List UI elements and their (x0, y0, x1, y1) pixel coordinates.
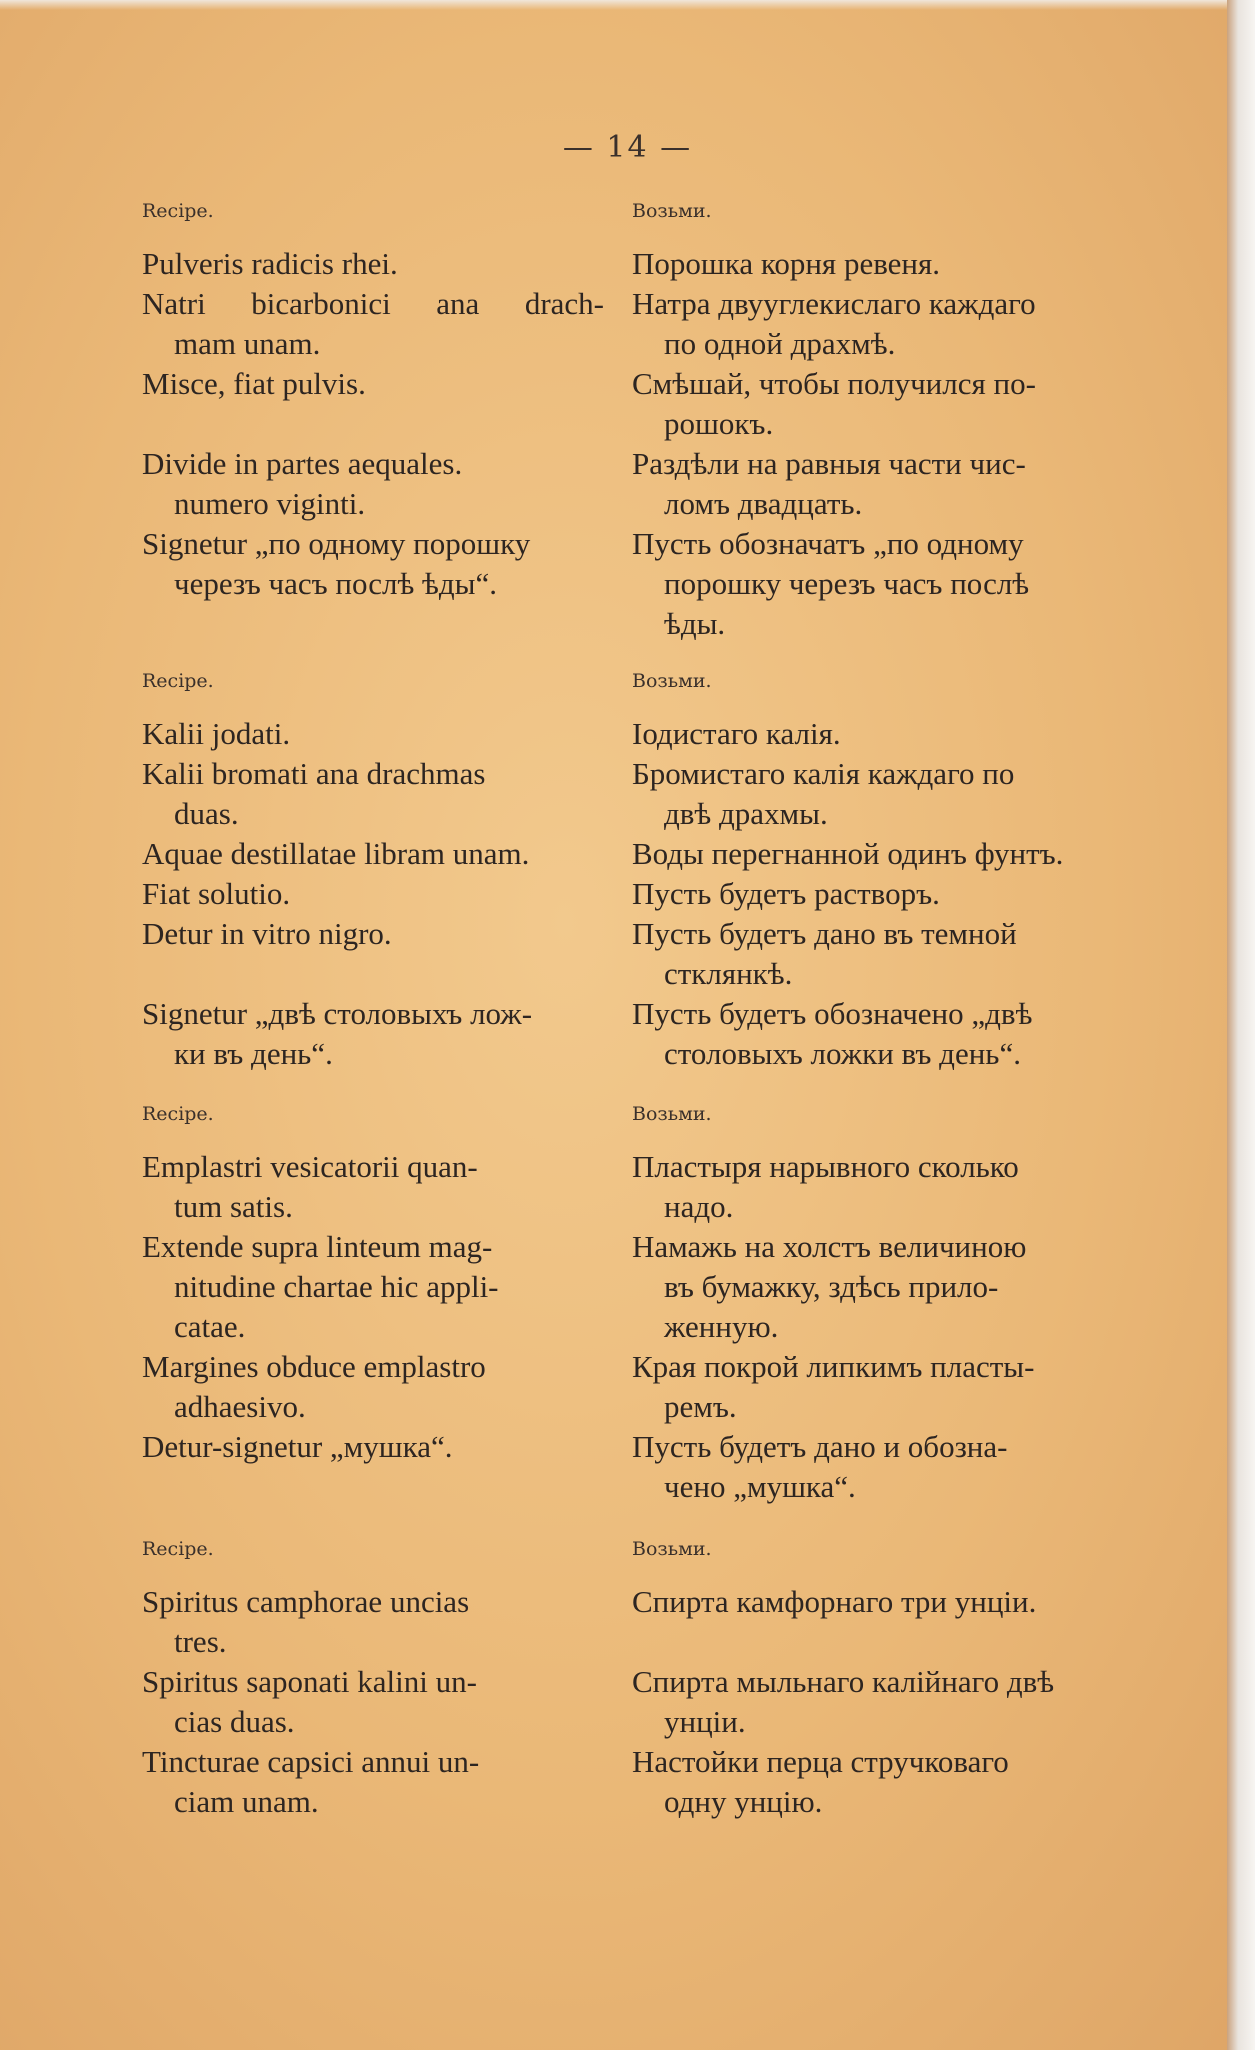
text-line: Misce, fiat pulvis. (142, 366, 366, 401)
text-line: Настойки перца стручковаго (632, 1744, 1009, 1779)
text-line: ремъ. (664, 1389, 737, 1424)
text-line: mam unam. (174, 326, 321, 361)
text-line: Пусть будетъ обозначено „двѣ (632, 996, 1033, 1031)
text-line: Kalii jodati. (142, 716, 291, 751)
text-line: Бромистаго калія каждаго по (632, 756, 1015, 791)
text-line: Signetur „по одному порошку (142, 526, 531, 561)
text-line: catae. (174, 1309, 246, 1344)
text-line: Spiritus camphorae uncias (142, 1584, 470, 1619)
text-line: Margines obduce emplastro (142, 1349, 486, 1384)
recipe-2-latin (142, 670, 604, 1074)
text-line: по одной драхмѣ. (664, 326, 896, 361)
text-line: Натра двууглекислаго каждаго (632, 286, 1036, 321)
text-line: Emplastri vesicatorii quan- (142, 1149, 478, 1184)
recipe-heading-latin: Recipe. (142, 200, 214, 222)
text-line: чено „мушка“. (664, 1469, 856, 1504)
text-line: Aquae destillatae libram unam. (142, 836, 530, 871)
recipe-1-russian (632, 200, 1132, 644)
text-line: Пластыря нарывного сколько (632, 1149, 1019, 1184)
text-line: Пусть обозначатъ „по одному (632, 526, 1024, 561)
text-line: Kalii bromati ana drachmas (142, 756, 486, 791)
text-line: Раздѣли на равныя части чис- (632, 446, 1026, 481)
recipe-heading-russian: Возьми. (632, 1103, 712, 1125)
text-line: Пусть будетъ дано и обозна- (632, 1429, 1008, 1464)
recipe-3-russian (632, 1103, 1132, 1507)
text-line: Pulveris radicis rhei. (142, 246, 398, 281)
text-line: Пусть будетъ дано въ темной (632, 916, 1017, 951)
text-line: ciam unam. (174, 1784, 319, 1819)
text-line: Края покрой липкимъ пласты- (632, 1349, 1035, 1384)
text-line: порошку черезъ часъ послѣ (664, 566, 1030, 601)
recipe-heading-latin: Recipe. (142, 670, 214, 692)
page-number: — 14 — (562, 130, 693, 165)
recipe-heading-latin: Recipe. (142, 1538, 214, 1560)
text-line: въ бумажку, здѣсь прило- (664, 1269, 999, 1304)
text-line: ломъ двадцать. (664, 486, 863, 521)
text-line: tres. (174, 1624, 227, 1659)
text-line: Spiritus saponati kalini un- (142, 1664, 477, 1699)
recipe-heading-russian: Возьми. (632, 200, 712, 222)
text-line: duas. (174, 796, 239, 831)
text-line: Divide in partes aequales. (142, 446, 463, 481)
text-line: Detur in vitro nigro. (142, 916, 392, 951)
text-line: двѣ драхмы. (664, 796, 828, 831)
text-line: adhaesivo. (174, 1389, 306, 1424)
recipe-4-russian (632, 1538, 1132, 1822)
text-line: Смѣшай, чтобы получился по- (632, 366, 1036, 401)
text-line: Detur-signetur „мушка“. (142, 1429, 453, 1464)
text-line: Пусть будетъ растворъ. (632, 876, 940, 911)
text-line: ки въ день“. (174, 1036, 333, 1071)
page-right-edge (1227, 0, 1255, 2050)
text-line: ѣды. (664, 606, 726, 641)
text-line: Порошка корня ревеня. (632, 246, 941, 281)
text-line: Natri bicarbonici ana drach- (142, 286, 604, 321)
text-line: tum satis. (174, 1189, 293, 1224)
text-line: cias duas. (174, 1704, 295, 1739)
text-line: женную. (664, 1309, 779, 1344)
text-line: Намажь на холстъ величиною (632, 1229, 1027, 1264)
page-top-edge (0, 0, 1227, 10)
text-line: стклянкѣ. (664, 956, 793, 991)
recipe-4-latin (142, 1538, 604, 1822)
text-line: Iодистаго калія. (632, 716, 841, 751)
text-line: Спирта камфорнаго три унціи. (632, 1584, 1037, 1619)
recipe-3-latin (142, 1103, 604, 1467)
text-line: черезъ часъ послѣ ѣды“. (174, 566, 497, 601)
recipe-1-latin (142, 200, 604, 604)
text-line: Extende supra linteum mag- (142, 1229, 493, 1264)
text-line: numero viginti. (174, 486, 366, 521)
recipe-heading-russian: Возьми. (632, 1538, 712, 1560)
text-line: унціи. (664, 1704, 746, 1739)
text-line: nitudine chartae hic appli- (174, 1269, 499, 1304)
recipe-heading-latin: Recipe. (142, 1103, 214, 1125)
recipe-2-russian (632, 670, 1132, 1074)
text-line: одну унцію. (664, 1784, 823, 1819)
text-line: рошокъ. (664, 406, 774, 441)
recipe-heading-russian: Возьми. (632, 670, 712, 692)
text-line: надо. (664, 1189, 734, 1224)
text-line: Fiat solutio. (142, 876, 291, 911)
text-line: Спирта мыльнаго калійнаго двѣ (632, 1664, 1055, 1699)
text-line: Воды перегнанной одинъ фунтъ. (632, 836, 1064, 871)
text-line: Signetur „двѣ столовыхъ лож- (142, 996, 533, 1031)
text-line: Tincturae capsici annui un- (142, 1744, 480, 1779)
text-line: столовыхъ ложки въ день“. (664, 1036, 1021, 1071)
